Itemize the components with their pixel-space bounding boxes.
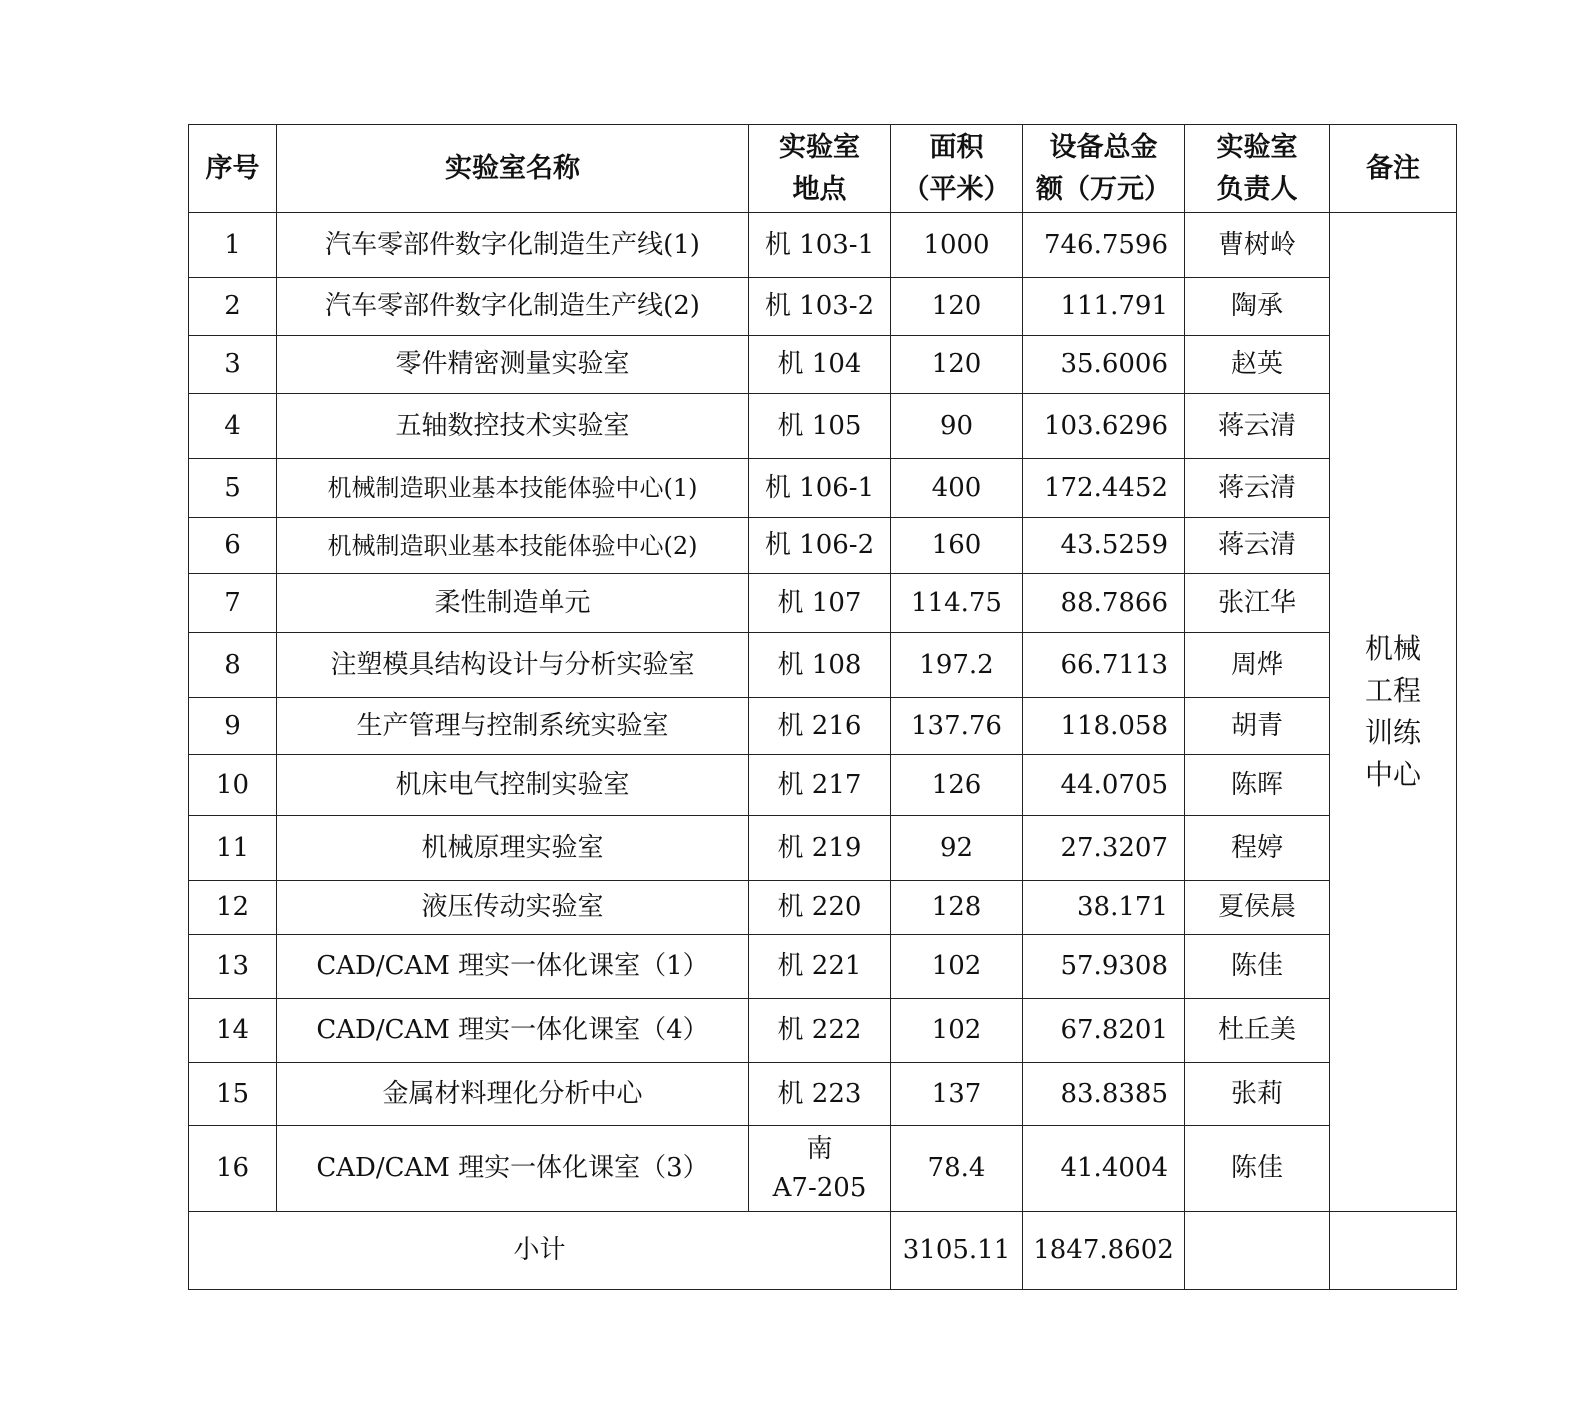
cell-name: 机械原理实验室 xyxy=(277,816,749,881)
remark-line3: 训练 xyxy=(1364,716,1421,749)
cell-seq: 8 xyxy=(189,633,277,698)
cell-area: 114.75 xyxy=(891,574,1023,633)
cell-name: 机床电气控制实验室 xyxy=(277,755,749,816)
header-owner-line1: 实验室 xyxy=(1216,131,1298,163)
cell-amount: 43.5259 xyxy=(1023,518,1185,574)
cell-location: 机 223 xyxy=(749,1063,891,1126)
remark-line1: 机械 xyxy=(1364,632,1421,665)
table-row xyxy=(189,881,1457,935)
table-row xyxy=(189,213,1457,278)
cell-seq: 9 xyxy=(189,698,277,755)
cell-owner: 胡青 xyxy=(1185,698,1330,755)
cell-area: 92 xyxy=(891,816,1023,881)
table-row xyxy=(189,816,1457,881)
cell-owner: 张莉 xyxy=(1185,1063,1330,1126)
cell-name: 汽车零部件数字化制造生产线(1) xyxy=(277,213,749,278)
cell-amount: 35.6006 xyxy=(1023,336,1185,394)
table-row xyxy=(189,633,1457,698)
cell-area: 197.2 xyxy=(891,633,1023,698)
header-area-line2: （平米） xyxy=(902,173,1011,205)
table-row xyxy=(189,999,1457,1063)
cell-owner: 周烨 xyxy=(1185,633,1330,698)
remark-line2: 工程 xyxy=(1364,674,1421,707)
cell-owner: 曹树岭 xyxy=(1185,213,1330,278)
subtotal-label: 小计 xyxy=(189,1212,891,1290)
cell-name: 机械制造职业基本技能体验中心(2) xyxy=(277,518,749,574)
cell-location: 机 106-2 xyxy=(749,518,891,574)
cell-name: CAD/CAM 理实一体化课室（4） xyxy=(277,999,749,1063)
cell-owner: 程婷 xyxy=(1185,816,1330,881)
cell-seq: 12 xyxy=(189,881,277,935)
cell-name: 生产管理与控制系统实验室 xyxy=(277,698,749,755)
laboratory-table xyxy=(188,124,1457,1290)
header-remark: 备注 xyxy=(1330,125,1457,213)
cell-seq: 5 xyxy=(189,459,277,518)
cell-owner: 陈晖 xyxy=(1185,755,1330,816)
cell-amount: 44.0705 xyxy=(1023,755,1185,816)
cell-amount: 41.4004 xyxy=(1023,1126,1185,1212)
cell-area: 160 xyxy=(891,518,1023,574)
cell-area: 126 xyxy=(891,755,1023,816)
cell-amount: 88.7866 xyxy=(1023,574,1185,633)
table-row xyxy=(189,518,1457,574)
cell-amount: 118.058 xyxy=(1023,698,1185,755)
cell-seq: 13 xyxy=(189,935,277,999)
cell-name: 注塑模具结构设计与分析实验室 xyxy=(277,633,749,698)
table-row xyxy=(189,1063,1457,1126)
cell-amount: 111.791 xyxy=(1023,278,1185,336)
table-row xyxy=(189,1126,1457,1212)
cell-owner: 杜丘美 xyxy=(1185,999,1330,1063)
subtotal-amount: 1847.8602 xyxy=(1023,1212,1185,1290)
cell-amount: 83.8385 xyxy=(1023,1063,1185,1126)
table-row xyxy=(189,755,1457,816)
header-row xyxy=(189,125,1457,213)
subtotal-owner xyxy=(1185,1212,1330,1290)
cell-owner: 陶承 xyxy=(1185,278,1330,336)
cell-seq: 2 xyxy=(189,278,277,336)
header-location xyxy=(749,125,891,213)
cell-location xyxy=(749,1126,891,1212)
header-seq: 序号 xyxy=(189,125,277,213)
header-owner-line2: 负责人 xyxy=(1216,173,1298,205)
header-amount xyxy=(1023,125,1185,213)
cell-amount: 38.171 xyxy=(1023,881,1185,935)
cell-seq: 3 xyxy=(189,336,277,394)
cell-area: 128 xyxy=(891,881,1023,935)
cell-location: 机 216 xyxy=(749,698,891,755)
cell-owner: 蒋云清 xyxy=(1185,459,1330,518)
cell-location: 机 108 xyxy=(749,633,891,698)
cell-area: 78.4 xyxy=(891,1126,1023,1212)
table-row xyxy=(189,698,1457,755)
cell-area: 137 xyxy=(891,1063,1023,1126)
cell-amount: 103.6296 xyxy=(1023,394,1185,459)
cell-location: 机 222 xyxy=(749,999,891,1063)
cell-location-line1: 南 xyxy=(806,1133,833,1164)
cell-owner: 蒋云清 xyxy=(1185,518,1330,574)
subtotal-row xyxy=(189,1212,1457,1290)
cell-name: 五轴数控技术实验室 xyxy=(277,394,749,459)
header-owner xyxy=(1185,125,1330,213)
header-area xyxy=(891,125,1023,213)
cell-area: 102 xyxy=(891,935,1023,999)
cell-owner: 陈佳 xyxy=(1185,1126,1330,1212)
cell-owner: 陈佳 xyxy=(1185,935,1330,999)
table-row xyxy=(189,935,1457,999)
subtotal-area: 3105.11 xyxy=(891,1212,1023,1290)
cell-name: 汽车零部件数字化制造生产线(2) xyxy=(277,278,749,336)
cell-seq: 6 xyxy=(189,518,277,574)
cell-area: 120 xyxy=(891,278,1023,336)
cell-owner: 蒋云清 xyxy=(1185,394,1330,459)
header-area-line1: 面积 xyxy=(929,131,984,163)
cell-name: 机械制造职业基本技能体验中心(1) xyxy=(277,459,749,518)
cell-location-line2: A7-205 xyxy=(772,1172,867,1203)
cell-seq: 16 xyxy=(189,1126,277,1212)
cell-seq: 15 xyxy=(189,1063,277,1126)
table-row xyxy=(189,574,1457,633)
cell-seq: 1 xyxy=(189,213,277,278)
cell-location: 机 219 xyxy=(749,816,891,881)
table-row xyxy=(189,459,1457,518)
table-row xyxy=(189,278,1457,336)
cell-seq: 14 xyxy=(189,999,277,1063)
cell-amount: 27.3207 xyxy=(1023,816,1185,881)
cell-name: 柔性制造单元 xyxy=(277,574,749,633)
cell-location: 机 103-1 xyxy=(749,213,891,278)
cell-amount: 172.4452 xyxy=(1023,459,1185,518)
header-location-line1: 实验室 xyxy=(779,131,860,163)
cell-location: 机 103-2 xyxy=(749,278,891,336)
header-name: 实验室名称 xyxy=(277,125,749,213)
cell-amount: 66.7113 xyxy=(1023,633,1185,698)
cell-name: CAD/CAM 理实一体化课室（1） xyxy=(277,935,749,999)
table-row xyxy=(189,336,1457,394)
remark-line4: 中心 xyxy=(1364,758,1421,791)
cell-area: 120 xyxy=(891,336,1023,394)
cell-remark-merged xyxy=(1330,213,1457,1212)
cell-seq: 7 xyxy=(189,574,277,633)
cell-amount: 746.7596 xyxy=(1023,213,1185,278)
cell-seq: 10 xyxy=(189,755,277,816)
cell-location: 机 220 xyxy=(749,881,891,935)
cell-location: 机 221 xyxy=(749,935,891,999)
cell-area: 400 xyxy=(891,459,1023,518)
cell-owner: 赵英 xyxy=(1185,336,1330,394)
cell-seq: 11 xyxy=(189,816,277,881)
table-row xyxy=(189,394,1457,459)
cell-location: 机 104 xyxy=(749,336,891,394)
subtotal-remark xyxy=(1330,1212,1457,1290)
cell-area: 90 xyxy=(891,394,1023,459)
cell-location: 机 107 xyxy=(749,574,891,633)
cell-name: 零件精密测量实验室 xyxy=(277,336,749,394)
header-amount-line1: 设备总金 xyxy=(1049,131,1158,163)
cell-location: 机 217 xyxy=(749,755,891,816)
header-amount-line2: 额（万元） xyxy=(1036,173,1171,205)
cell-location: 机 106-1 xyxy=(749,459,891,518)
cell-amount: 57.9308 xyxy=(1023,935,1185,999)
cell-name: 液压传动实验室 xyxy=(277,881,749,935)
cell-name: CAD/CAM 理实一体化课室（3） xyxy=(277,1126,749,1212)
cell-location: 机 105 xyxy=(749,394,891,459)
header-location-line2: 地点 xyxy=(792,173,847,205)
cell-area: 1000 xyxy=(891,213,1023,278)
cell-owner: 夏侯晨 xyxy=(1185,881,1330,935)
cell-amount: 67.8201 xyxy=(1023,999,1185,1063)
cell-owner: 张江华 xyxy=(1185,574,1330,633)
cell-area: 137.76 xyxy=(891,698,1023,755)
cell-name: 金属材料理化分析中心 xyxy=(277,1063,749,1126)
cell-area: 102 xyxy=(891,999,1023,1063)
cell-seq: 4 xyxy=(189,394,277,459)
